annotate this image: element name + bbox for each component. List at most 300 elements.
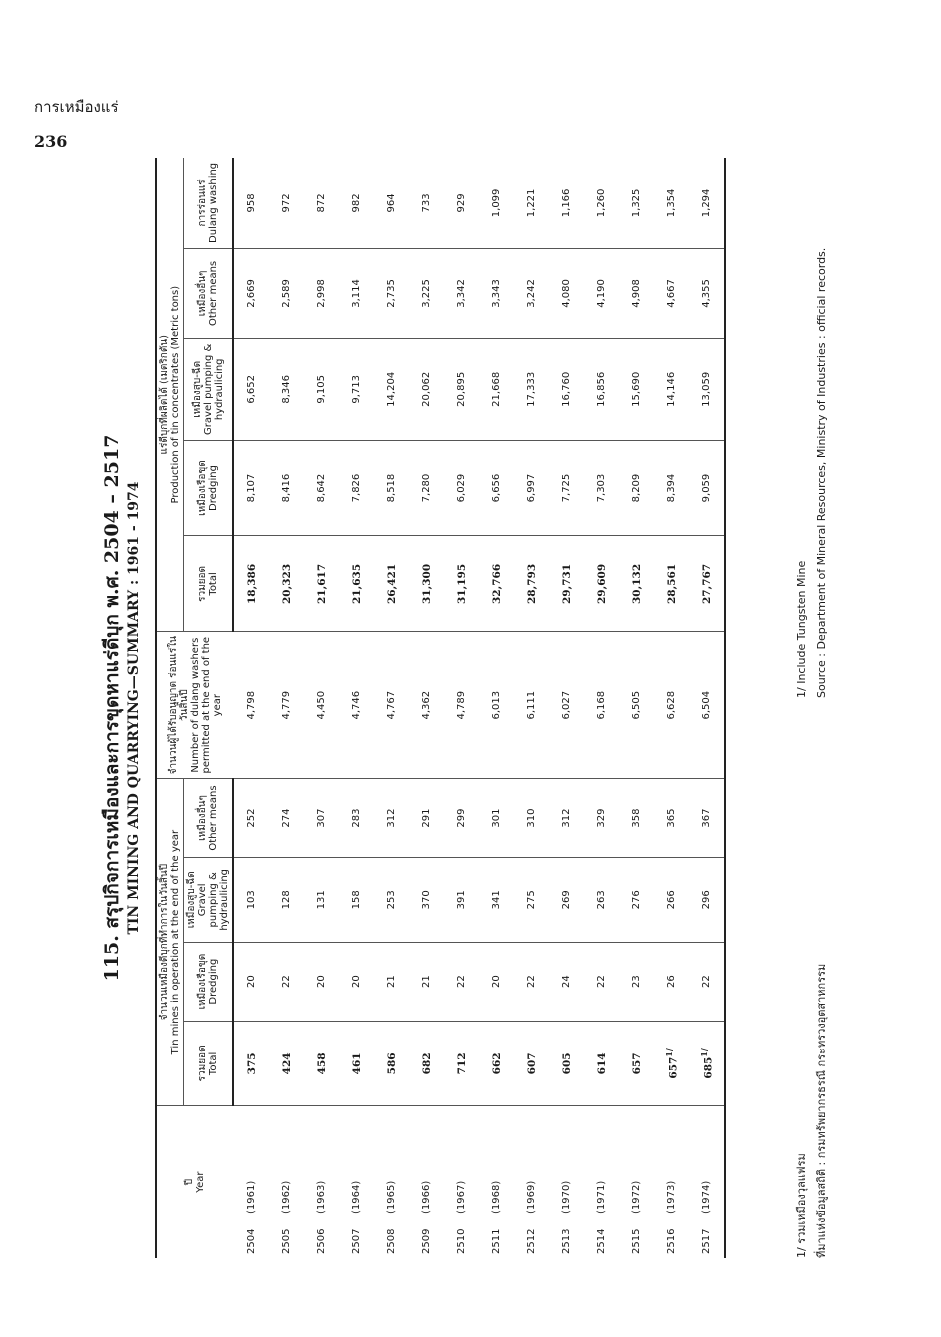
mines-other-cell-value: 358 <box>631 808 642 828</box>
page-number: 236 <box>34 132 68 151</box>
table-row <box>619 158 654 1258</box>
table-row <box>654 158 689 1258</box>
mines-total-cell <box>584 1021 619 1106</box>
prod-total-cell-value: 20,323 <box>280 563 293 605</box>
prod-dulang-cell-value: 1,294 <box>701 188 712 218</box>
mines-total-cell-value: 461 <box>350 1052 363 1075</box>
prod-dredging-cell-value: 7,280 <box>421 473 432 503</box>
prod-dredging-cell <box>479 440 514 536</box>
prod-dulang-cell-value: 1,354 <box>666 188 677 218</box>
washers-cell <box>619 632 654 779</box>
prod-other-cell-value: 3,242 <box>526 279 537 308</box>
prod-gravel-cell <box>269 339 304 441</box>
prod-dredging-cell <box>233 440 269 536</box>
mines-dredging-cell <box>339 942 374 1021</box>
prod-total-cell-value: 21,617 <box>315 563 328 605</box>
mines-total-cell-value: 586 <box>385 1052 398 1075</box>
mines-dredging-cell-value: 20 <box>246 975 257 988</box>
mines-gravel-cell-value: 269 <box>561 890 572 910</box>
prod-other-cell-value: 3,225 <box>421 279 432 308</box>
year-be: 2504 <box>245 1228 257 1254</box>
mines-dredging-cell-value: 23 <box>631 975 642 988</box>
prod-dulang-cell <box>514 158 549 248</box>
mines-gravel-cell-value: 103 <box>246 890 257 910</box>
mines-other-cell-value: 283 <box>351 808 362 828</box>
mines-other-cell-value: 329 <box>596 808 607 828</box>
mines-other-cell <box>233 779 269 858</box>
mines-total-cell-value: 614 <box>595 1052 608 1075</box>
prod-dredging-cell-value: 8,518 <box>386 473 397 503</box>
washers-cell <box>269 632 304 779</box>
prod-gravel-cell-value: 21,668 <box>491 371 502 407</box>
year-ad: (1967) <box>456 1180 467 1214</box>
prod-other-cell-value: 3,342 <box>456 279 467 308</box>
mines-dredging-cell <box>269 942 304 1021</box>
year-ad: (1965) <box>386 1180 397 1214</box>
washers-cell-value: 4,746 <box>351 690 362 720</box>
mines-other-cell-value: 310 <box>526 808 537 828</box>
washers-cell-value: 6,013 <box>491 690 502 720</box>
year-ad: (1969) <box>526 1180 537 1214</box>
washers-cell-value: 6,504 <box>701 690 712 720</box>
mines-total-cell <box>549 1021 584 1106</box>
mines-other-cell-value: 365 <box>666 808 677 828</box>
prod-dredging-header-thai: เหมืองเรือขุด <box>197 460 208 516</box>
mines-total-cell <box>514 1021 549 1106</box>
year-ad: (1971) <box>596 1180 607 1214</box>
year-ad: (1974) <box>701 1180 712 1214</box>
header-row-groups <box>156 158 184 1258</box>
washers-header-thai: จำนวนผู้ได้รับอนุญาต ร่อนแร่ในวันสิ้นปี <box>167 636 190 775</box>
year-ad: (1973) <box>666 1180 677 1214</box>
mines-dredging-cell-value: 22 <box>526 975 537 988</box>
washers-cell-value: 6,628 <box>666 690 677 720</box>
washers-cell <box>339 632 374 779</box>
table-row <box>444 158 479 1258</box>
prod-gravel-header <box>184 339 234 441</box>
mines-total-cell <box>619 1021 654 1106</box>
mines-total-header <box>184 1021 234 1106</box>
washers-header-english: Number of dulang washers permitted at the end of the year <box>189 636 223 774</box>
year-header <box>156 1106 233 1258</box>
mines-other-cell-value: 367 <box>701 808 712 828</box>
prod-gravel-cell <box>339 339 374 441</box>
mines-dredging-cell-value: 21 <box>421 975 432 988</box>
mines-other-cell-value: 312 <box>561 808 572 828</box>
prod-gravel-cell <box>304 339 339 441</box>
mines-dredging-cell <box>304 942 339 1021</box>
table-row <box>304 158 339 1258</box>
prod-gravel-cell <box>584 339 619 441</box>
mines-other-cell <box>514 779 549 858</box>
prod-other-cell-value: 4,908 <box>631 279 642 308</box>
mines-other-header-thai: เหมืองอื่นๆ <box>197 795 208 841</box>
year-cell <box>269 1106 304 1258</box>
year-cell <box>444 1106 479 1258</box>
mines-total-cell-value: 605 <box>560 1052 573 1075</box>
prod-total-header-english: Total <box>208 572 219 596</box>
table-row <box>584 158 619 1258</box>
prod-other-cell-value: 3,114 <box>351 279 362 308</box>
production-group-header-english: Production of tin concentrates (Metric tons) <box>170 285 181 504</box>
mines-total-cell <box>479 1021 514 1106</box>
mines-total-cell-value: 607 <box>525 1052 538 1075</box>
prod-gravel-cell-value: 8,346 <box>281 375 292 404</box>
prod-dredging-cell <box>304 440 339 536</box>
mines-total-cell-value: 662 <box>490 1052 503 1075</box>
mines-other-cell-value: 307 <box>316 808 327 828</box>
mines-total-header-thai: รวมยอด <box>197 1045 208 1082</box>
mines-dredging-cell-value: 22 <box>701 975 712 988</box>
mines-total-cell <box>304 1021 339 1106</box>
mines-other-cell <box>409 779 444 858</box>
year-ad: (1966) <box>421 1180 432 1214</box>
prod-dulang-cell-value: 872 <box>316 193 327 213</box>
washers-cell-value: 6,505 <box>631 690 642 720</box>
mines-group-header-english: Tin mines in operation at the end of the year <box>170 829 181 1055</box>
prod-dulang-cell <box>444 158 479 248</box>
prod-total-cell <box>689 536 725 632</box>
prod-dredging-cell <box>619 440 654 536</box>
prod-dredging-cell <box>549 440 584 536</box>
prod-gravel-cell <box>514 339 549 441</box>
prod-dulang-cell <box>689 158 725 248</box>
mines-gravel-cell-value: 391 <box>456 890 467 910</box>
year-ad: (1968) <box>491 1180 502 1214</box>
year-ad: (1961) <box>245 1180 257 1214</box>
prod-dulang-cell-value: 958 <box>246 193 257 213</box>
year-cell <box>374 1106 409 1258</box>
prod-dredging-cell-value: 8,209 <box>631 473 642 503</box>
prod-dredging-cell <box>654 440 689 536</box>
washers-cell-value: 4,779 <box>281 690 292 720</box>
prod-gravel-cell <box>374 339 409 441</box>
washers-cell-value: 4,798 <box>245 690 257 720</box>
prod-gravel-cell <box>689 339 725 441</box>
mines-total-cell <box>374 1021 409 1106</box>
washers-cell-value: 4,789 <box>456 690 467 720</box>
mines-gravel-cell-value: 253 <box>386 890 397 910</box>
year-be: 2515 <box>631 1228 642 1254</box>
year-be: 2505 <box>281 1228 292 1254</box>
mines-other-cell-value: 301 <box>491 808 502 828</box>
prod-other-cell-value: 4,355 <box>701 279 712 308</box>
year-be: 2510 <box>456 1228 467 1254</box>
year-be: 2513 <box>561 1228 572 1254</box>
prod-total-cell <box>479 536 514 632</box>
source-english: Source : Department of Mineral Resources, Ministry of Industries : official records. <box>815 247 828 698</box>
prod-gravel-cell <box>654 339 689 441</box>
tin-mining-table <box>155 158 726 1258</box>
prod-other-cell <box>409 248 444 338</box>
mines-other-cell <box>304 779 339 858</box>
mines-gravel-cell <box>689 858 725 943</box>
prod-gravel-header-thai: เหมืองสูบ-ฉีด <box>191 360 203 418</box>
table-row <box>479 158 514 1258</box>
prod-other-header-english: Other means <box>208 260 219 326</box>
prod-dulang-cell <box>304 158 339 248</box>
prod-other-cell <box>514 248 549 338</box>
prod-gravel-cell-value: 16,856 <box>596 371 607 407</box>
mines-total-header-english: Total <box>208 1051 219 1076</box>
mines-gravel-cell-value: 276 <box>631 890 642 910</box>
prod-total-cell-value: 32,766 <box>490 563 503 605</box>
mines-total-cell-value: 682 <box>420 1052 433 1075</box>
prod-total-cell-value: 27,767 <box>700 563 713 605</box>
prod-dredging-cell-value: 9,059 <box>701 473 712 503</box>
prod-total-cell-value: 26,421 <box>385 563 398 605</box>
prod-dulang-cell <box>584 158 619 248</box>
mines-dredging-cell-value: 20 <box>316 975 327 988</box>
mines-other-cell <box>689 779 725 858</box>
source-thai: ที่มาแห่งข้อมูลสถิติ : กรมทรัพยากรธรณี กระทรวงอุตสาหกรรม <box>815 963 828 1258</box>
prod-dredging-cell-value: 8,107 <box>246 473 257 503</box>
mines-other-cell <box>374 779 409 858</box>
prod-other-cell <box>233 248 269 338</box>
prod-dulang-cell <box>619 158 654 248</box>
year-header-english: Year <box>195 1171 206 1193</box>
prod-dulang-cell-value: 733 <box>421 193 432 213</box>
prod-dredging-cell <box>409 440 444 536</box>
mines-other-cell <box>339 779 374 858</box>
washers-cell <box>514 632 549 779</box>
year-be: 2507 <box>351 1228 362 1254</box>
mines-gravel-cell <box>549 858 584 943</box>
prod-dulang-cell-value: 1,260 <box>596 188 607 218</box>
prod-total-cell <box>549 536 584 632</box>
prod-gravel-cell-value: 17,333 <box>526 371 537 407</box>
prod-dulang-cell <box>654 158 689 248</box>
mines-other-header-english: Other means <box>208 785 219 851</box>
prod-dredging-cell-value: 6,029 <box>456 473 467 503</box>
mines-other-cell-value: 291 <box>421 808 432 828</box>
prod-total-cell-value: 30,132 <box>630 563 643 605</box>
washers-cell-value: 4,767 <box>386 690 397 720</box>
year-cell <box>584 1106 619 1258</box>
washers-cell <box>654 632 689 779</box>
prod-dredging-cell-value: 8,642 <box>316 473 327 503</box>
mines-dredging-cell-value: 20 <box>491 975 502 988</box>
year-ad: (1962) <box>281 1180 292 1214</box>
mines-other-cell <box>549 779 584 858</box>
prod-gravel-cell-value: 20,062 <box>421 371 432 407</box>
year-be: 2517 <box>701 1228 712 1254</box>
mines-gravel-cell-value: 131 <box>316 890 327 910</box>
prod-other-cell-value: 4,190 <box>596 279 607 308</box>
prod-dulang-header-thai: การร่อนแร่ <box>197 179 208 227</box>
prod-total-cell-value: 21,635 <box>350 563 363 605</box>
washers-header <box>156 632 233 779</box>
mines-dredging-cell-value: 22 <box>596 975 607 988</box>
prod-dredging-header-english: Dredging <box>208 465 219 511</box>
table-row <box>269 158 304 1258</box>
footnote-marker: 1/ <box>698 1048 709 1057</box>
prod-dredging-cell <box>584 440 619 536</box>
prod-other-cell <box>584 248 619 338</box>
table-row <box>514 158 549 1258</box>
prod-total-cell <box>339 536 374 632</box>
prod-dulang-cell <box>269 158 304 248</box>
mines-other-cell <box>584 779 619 858</box>
prod-dulang-cell-value: 1,221 <box>526 188 537 218</box>
mines-gravel-cell <box>619 858 654 943</box>
prod-total-cell <box>374 536 409 632</box>
prod-dulang-cell-value: 929 <box>456 193 467 213</box>
prod-dredging-cell-value: 7,303 <box>596 473 607 503</box>
mines-dredging-cell <box>619 942 654 1021</box>
mines-other-cell <box>479 779 514 858</box>
table-title-thai: 115. สรุปกิจการเหมืองและการขุดหาแร่ดีบุก พ.ศ. 2504 – 2517 <box>101 434 123 982</box>
year-ad: (1964) <box>351 1180 362 1214</box>
prod-other-cell-value: 4,667 <box>666 279 677 308</box>
prod-dulang-cell <box>479 158 514 248</box>
footnote-marker: 1/ <box>663 1048 674 1057</box>
mines-gravel-cell-value: 158 <box>351 890 362 910</box>
prod-dulang-header <box>184 158 234 248</box>
prod-total-cell <box>409 536 444 632</box>
prod-dulang-cell <box>409 158 444 248</box>
year-cell <box>514 1106 549 1258</box>
prod-gravel-cell <box>619 339 654 441</box>
year-cell <box>233 1106 269 1258</box>
year-be: 2508 <box>386 1228 397 1254</box>
prod-dredging-cell-value: 7,725 <box>561 473 572 503</box>
mines-gravel-cell <box>654 858 689 943</box>
prod-other-cell <box>479 248 514 338</box>
mines-other-cell-value: 252 <box>246 808 257 828</box>
prod-other-cell <box>444 248 479 338</box>
prod-dulang-cell <box>233 158 269 248</box>
prod-dulang-cell-value: 972 <box>281 193 292 213</box>
prod-dulang-cell-value: 1,325 <box>631 188 642 218</box>
year-cell <box>339 1106 374 1258</box>
prod-gravel-cell-value: 13,059 <box>701 371 712 407</box>
table-row <box>409 158 444 1258</box>
mines-dredging-header-english: Dredging <box>208 958 219 1005</box>
table-title-english: TIN MINING AND QUARRYING—SUMMARY : 1961 - 1974 <box>126 481 142 935</box>
year-ad: (1970) <box>561 1180 572 1214</box>
washers-cell <box>233 632 269 779</box>
year-cell <box>619 1106 654 1258</box>
washers-cell <box>444 632 479 779</box>
prod-dulang-cell <box>339 158 374 248</box>
prod-total-cell <box>269 536 304 632</box>
prod-dredging-cell <box>374 440 409 536</box>
year-be: 2512 <box>526 1228 537 1254</box>
prod-gravel-cell <box>444 339 479 441</box>
mines-group-header-thai: จำนวนเหมืองดีบุกที่ทำการในวันสิ้นปี <box>159 863 170 1021</box>
prod-other-cell <box>374 248 409 338</box>
mines-other-cell <box>619 779 654 858</box>
mines-gravel-cell-value: 370 <box>421 890 432 910</box>
mines-total-cell-value: 375 <box>245 1052 258 1075</box>
mines-gravel-cell <box>409 858 444 943</box>
table-row <box>549 158 584 1258</box>
washers-cell <box>689 632 725 779</box>
prod-other-cell <box>619 248 654 338</box>
table-body <box>233 158 725 1258</box>
prod-total-cell <box>584 536 619 632</box>
prod-total-header <box>184 536 234 632</box>
washers-cell <box>479 632 514 779</box>
prod-gravel-cell-value: 14,146 <box>666 371 677 407</box>
prod-gravel-cell <box>479 339 514 441</box>
mines-total-cell <box>233 1021 269 1106</box>
mines-other-cell-value: 299 <box>456 808 467 828</box>
prod-other-cell <box>549 248 584 338</box>
running-header: การเหมืองแร่ <box>34 98 119 116</box>
mines-gravel-header-thai: เหมืองสูบ-ฉีด <box>186 871 197 929</box>
prod-total-cell-value: 31,195 <box>455 563 468 605</box>
year-be: 2511 <box>491 1228 502 1254</box>
mines-gravel-cell <box>233 858 269 943</box>
washers-cell <box>374 632 409 779</box>
prod-other-cell <box>654 248 689 338</box>
mines-gravel-cell-value: 266 <box>666 890 677 910</box>
mines-dredging-cell <box>479 942 514 1021</box>
prod-other-header-thai: เหมืองอื่นๆ <box>197 270 208 317</box>
year-be: 2509 <box>421 1228 432 1254</box>
mines-dredging-cell <box>444 942 479 1021</box>
rotated-table-page <box>100 158 900 1258</box>
mines-dredging-cell-value: 21 <box>386 975 397 988</box>
year-cell <box>549 1106 584 1258</box>
prod-total-cell-value: 28,793 <box>525 563 538 605</box>
year-cell <box>304 1106 339 1258</box>
washers-cell <box>549 632 584 779</box>
prod-total-cell <box>304 536 339 632</box>
prod-dredging-cell-value: 7,826 <box>351 473 362 503</box>
mines-other-header <box>184 779 234 858</box>
mines-other-cell <box>654 779 689 858</box>
prod-dredging-cell <box>444 440 479 536</box>
prod-gravel-header-english: Gravel pumping & hydraulicing <box>202 343 225 435</box>
prod-other-cell-value: 2,669 <box>246 279 257 308</box>
prod-total-cell <box>233 536 269 632</box>
mines-gravel-cell-value: 128 <box>281 890 292 910</box>
year-be: 2506 <box>316 1228 327 1254</box>
prod-other-cell-value: 2,998 <box>316 279 327 308</box>
mines-gravel-cell-value: 263 <box>596 890 607 910</box>
prod-total-cell <box>444 536 479 632</box>
washers-cell-value: 6,027 <box>561 690 572 720</box>
mines-gravel-cell <box>584 858 619 943</box>
prod-dredging-cell <box>689 440 725 536</box>
mines-gravel-cell <box>514 858 549 943</box>
mines-other-cell-value: 312 <box>386 808 397 828</box>
prod-total-cell-value: 28,561 <box>665 563 678 605</box>
mines-gravel-cell <box>479 858 514 943</box>
mines-other-cell <box>269 779 304 858</box>
prod-total-cell <box>654 536 689 632</box>
table-row <box>374 158 409 1258</box>
mines-total-cell <box>409 1021 444 1106</box>
year-ad: (1972) <box>631 1180 642 1214</box>
mines-dredging-cell <box>584 942 619 1021</box>
mines-total-cell-value: 424 <box>280 1052 293 1075</box>
prod-other-cell <box>269 248 304 338</box>
mines-dredging-cell <box>374 942 409 1021</box>
prod-other-cell-value: 3,343 <box>491 279 502 308</box>
prod-dredging-cell <box>339 440 374 536</box>
mines-dredging-cell-value: 26 <box>666 975 677 988</box>
mines-dredging-cell <box>514 942 549 1021</box>
mines-dredging-cell <box>654 942 689 1021</box>
mines-dredging-cell-value: 22 <box>281 975 292 988</box>
prod-gravel-cell <box>233 339 269 441</box>
year-be: 2514 <box>596 1228 607 1254</box>
washers-cell <box>409 632 444 779</box>
